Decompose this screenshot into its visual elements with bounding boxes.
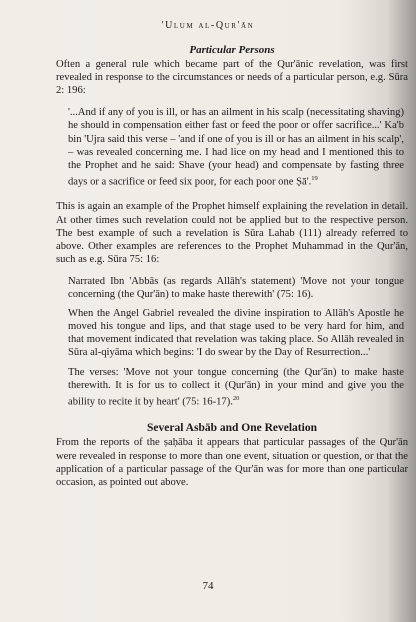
running-head: 'Ulum al-Qur'ān <box>161 20 255 31</box>
body-paragraph: Often a general rule which became part of the Qur'ānic revelation, was first revealed in response to the circumstances or needs of a particular person, e.g. Sūra 2: 196: <box>56 59 408 97</box>
block-quote <box>68 106 408 188</box>
quote-text: '...And if any of you is ill, or has an ailment in his scalp (necessitating shaving) he should in compensation either fast or feed the poor or offer sacrifice...' Ka'b bin 'Ujra said this verse – 'and if one of you is ill or has an ailment in his scalp', – was revealed concerning me. I had lice on my head and I mentioned this to the Prophet and he said: Shave (your head) and compensate by fasting three days or a sacrifice or feed six poor, for each poor one Ṣā'. <box>68 107 404 188</box>
page-number: 74 <box>202 580 214 592</box>
footnote-marker: 20 <box>232 394 240 402</box>
block-quote <box>68 275 408 408</box>
section-heading-particular-persons: Particular Persons <box>189 44 275 56</box>
footnote-marker: 19 <box>311 174 318 182</box>
quote-paragraph: When the Angel Gabriel revealed the divine inspiration to Allāh's Apostle he moved his tongue and lips, and that stage used to be very hard for him, and that movement indicated that revelation was taking place. So Allāh revealed in Sūra al-qiyāma which begins: 'I do swear by the Day of Resurrection...' <box>68 308 404 359</box>
section-heading-several-asbab: Several Asbāb and One Revelation <box>147 422 317 435</box>
quote-paragraph <box>68 366 404 409</box>
quote-paragraph: Narrated Ibn 'Abbās (as regards Allāh's statement) 'Move not your tongue concerning (the Qur'ān) to make haste therewith' (75: 16). <box>68 275 404 301</box>
body-paragraph: From the reports of the ṣaḥāba it appears that particular passages of the Qur'ān were revealed in response to more than one event, situation or question, or that the application of a particular passage of the Qur'ān was for more than one particular occasion, as pointed out above. <box>56 437 408 488</box>
quote-text: The verses: 'Move not your tongue concerning (the Qur'ān) to make haste therewith. It is for us to collect it (Qur'ān) in your mind and give you the ability to recite it by heart' (75: 16-17). <box>68 366 404 408</box>
body-paragraph: This is again an example of the Prophet himself explaining the revelation in detail. At other times such revelation could not be applied but to the respective person. The best example of such a revelation is Sūra Lahab (111) already referred to above. Other examples are references to the Prophet Muhammad in the Qur'ān, such as e.g. Sūra 75: 16: <box>56 201 408 265</box>
page-content <box>56 44 408 489</box>
quote-paragraph <box>68 106 404 188</box>
